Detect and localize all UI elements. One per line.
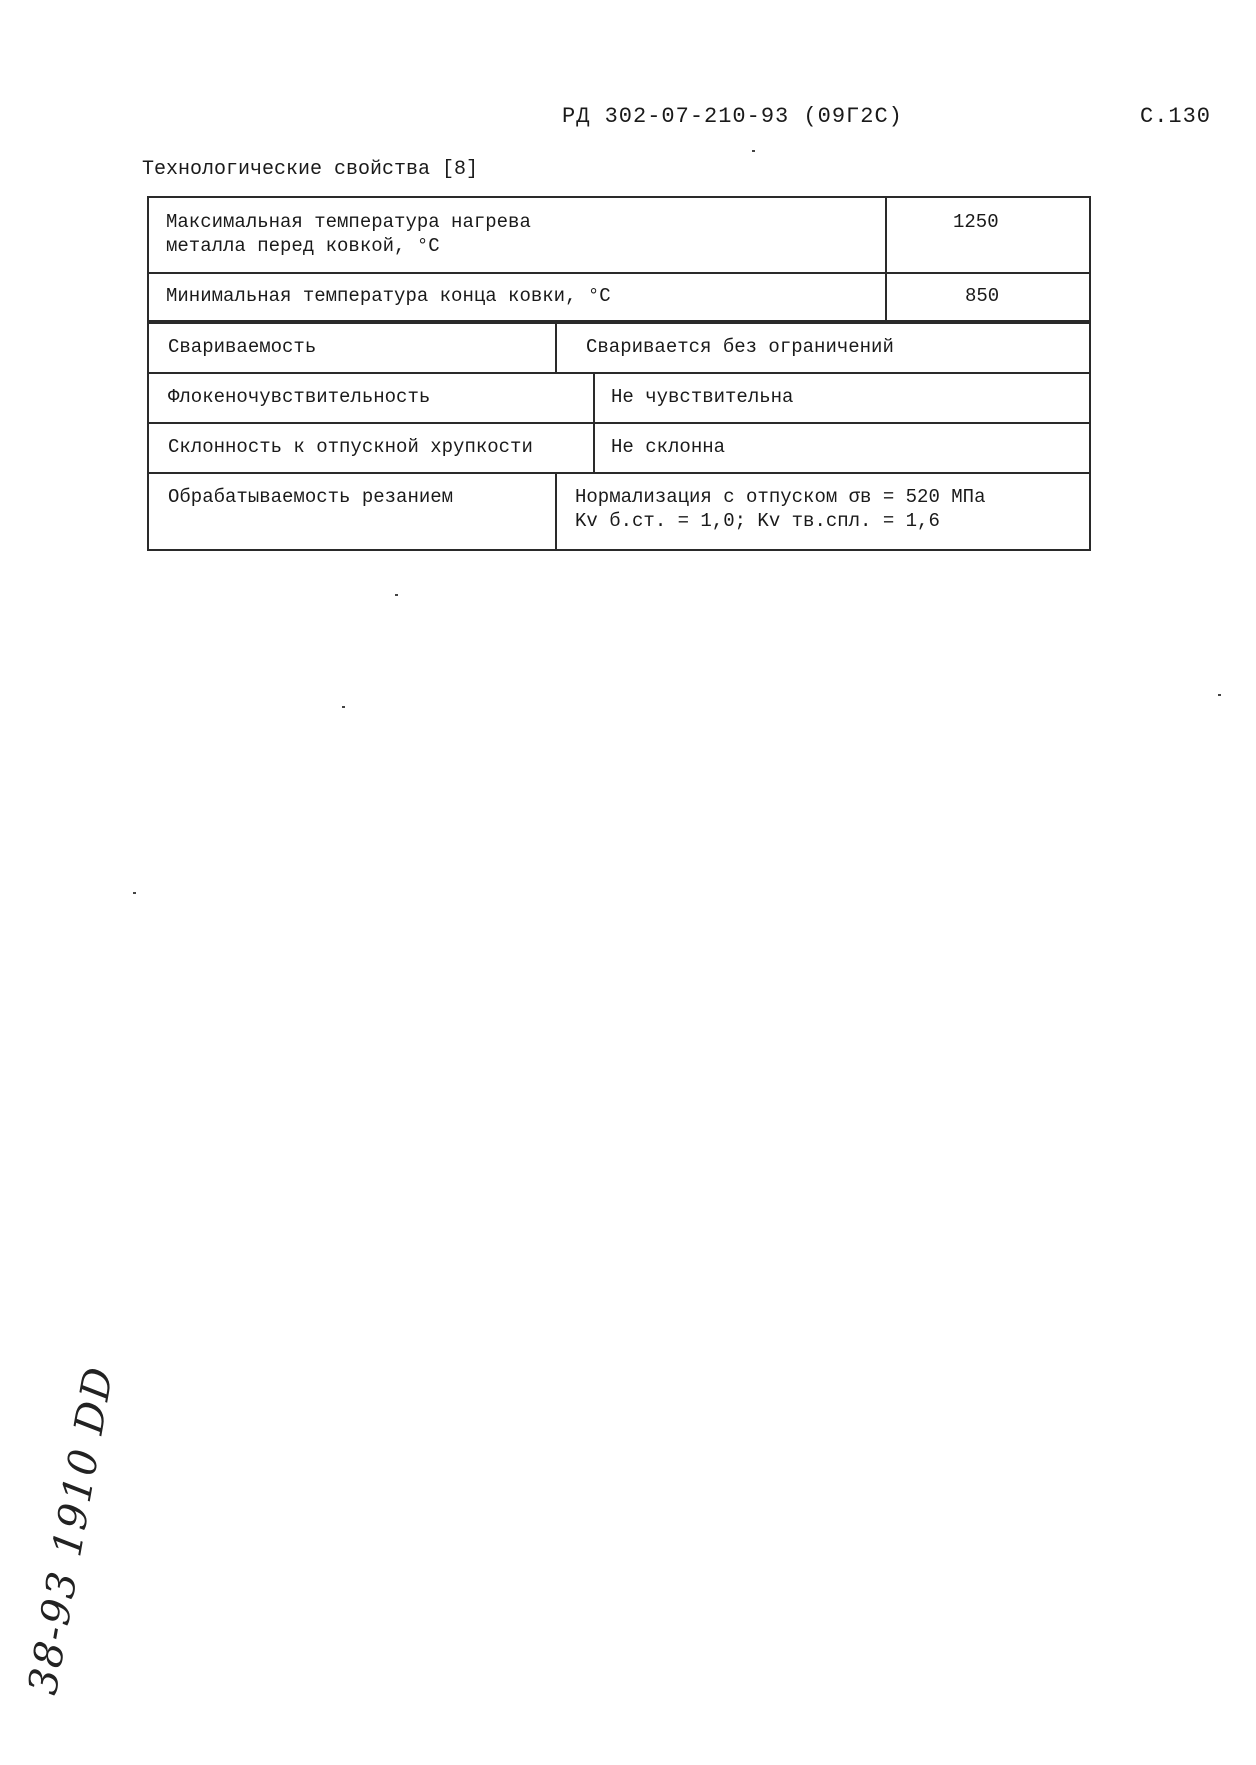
row-divider — [147, 422, 1091, 424]
scan-speck — [1218, 694, 1221, 696]
row-value: Не чувствительна — [611, 386, 794, 408]
page-number: С.130 — [1140, 104, 1212, 129]
row-label: Свариваемость — [168, 336, 317, 358]
scan-speck — [752, 150, 755, 152]
row-label-line: Максимальная температура нагрева — [166, 211, 531, 233]
row-divider — [147, 372, 1091, 374]
row-value — [575, 485, 985, 533]
row-value-line: Kv б.ст. = 1,0; Kv тв.спл. = 1,6 — [575, 510, 940, 532]
row-label: Минимальная температура конца ковки, °С — [166, 285, 611, 307]
scan-speck — [395, 594, 398, 596]
row-value: Сваривается без ограничений — [586, 336, 894, 358]
row-value: 1250 — [953, 211, 999, 233]
column-divider — [555, 322, 557, 372]
row-value-line: Нормализация с отпуском σв = 520 МПа — [575, 486, 986, 508]
row-divider — [147, 272, 1091, 274]
scan-speck — [133, 892, 136, 894]
column-divider — [885, 196, 887, 322]
column-divider — [593, 372, 595, 472]
row-label: Обрабатываемость резанием — [168, 486, 454, 508]
row-label: Флокеночувствительность — [168, 386, 431, 408]
document-code: РД 302-07-210-93 (09Г2С) — [562, 104, 903, 129]
row-value: Не склонна — [611, 436, 726, 458]
column-divider — [555, 472, 557, 551]
row-label-line: металла перед ковкой, °С — [166, 235, 440, 257]
row-value: 850 — [965, 285, 1000, 307]
scan-speck — [342, 706, 345, 708]
row-label: Склонность к отпускной хрупкости — [168, 436, 533, 458]
table-row — [166, 210, 531, 258]
handwritten-note: 38-93 1910 DD — [20, 1362, 124, 1698]
section-title: Технологические свойства [8] — [142, 158, 479, 181]
row-divider — [147, 472, 1091, 474]
